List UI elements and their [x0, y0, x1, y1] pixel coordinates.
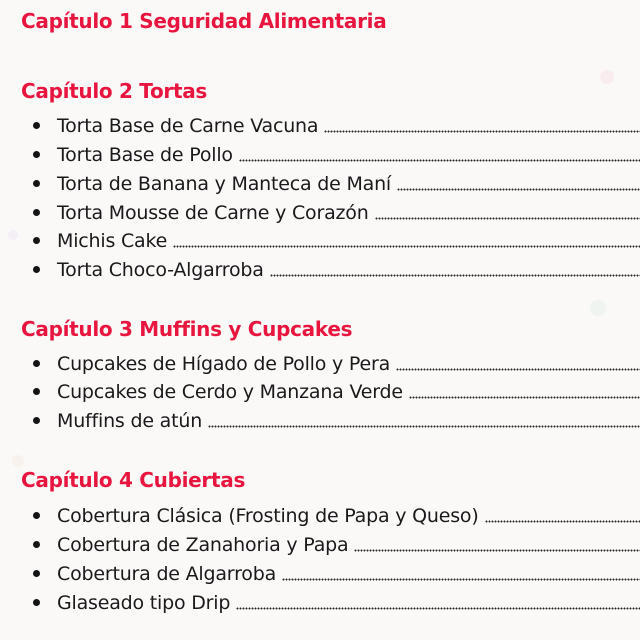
toc-entry[interactable]: [0, 530, 640, 559]
chapter-heading: Capítulo 4 Cubiertas: [21, 468, 246, 492]
dot-leader: [208, 425, 640, 428]
chapter-heading: Capítulo 2 Tortas: [21, 79, 208, 103]
entry-row: [57, 173, 640, 195]
bullet-icon: [33, 570, 40, 577]
bullet-icon: [33, 512, 40, 519]
entry-label: Cobertura de Zanahoria y Papa: [57, 533, 349, 556]
dot-leader: [354, 549, 640, 552]
dot-leader: [239, 159, 640, 162]
bullet-icon: [33, 151, 40, 158]
entry-row: [57, 115, 640, 137]
entry-label: Torta Choco-Algarroba: [57, 258, 264, 281]
bullet-icon: [33, 599, 40, 606]
dot-leader: [397, 188, 640, 191]
bullet-icon: [33, 122, 40, 129]
background-confetti: [590, 300, 606, 316]
bullet-icon: [33, 266, 40, 273]
toc-entry[interactable]: [0, 559, 640, 588]
bullet-icon: [33, 541, 40, 548]
toc-entry[interactable]: [0, 169, 640, 198]
dot-leader: [396, 368, 640, 371]
entry-label: Cobertura de Algarroba: [57, 562, 277, 585]
entry-row: [57, 144, 640, 166]
entry-label: Torta Base de Carne Vacuna: [57, 114, 319, 137]
toc-entry[interactable]: [0, 255, 640, 284]
toc-entry[interactable]: [0, 349, 640, 378]
entry-row: [57, 202, 640, 224]
bullet-icon: [33, 237, 40, 244]
bullet-icon: [33, 209, 40, 216]
entry-label: Cupcakes de Hígado de Pollo y Pera: [57, 352, 391, 375]
entry-label: Cobertura Clásica (Frosting de Papa y Queso): [57, 504, 479, 527]
dot-leader: [324, 130, 640, 133]
entry-row: [57, 230, 640, 252]
toc-entry[interactable]: [0, 140, 640, 169]
background-confetti: [12, 455, 24, 467]
entry-row: [57, 353, 640, 375]
dot-leader: [485, 520, 640, 523]
dot-leader: [375, 217, 640, 220]
background-confetti: [600, 70, 614, 84]
dot-leader: [270, 274, 640, 277]
entry-label: Michis Cake: [57, 229, 168, 252]
toc-entry[interactable]: [0, 111, 640, 140]
bullet-icon: [33, 180, 40, 187]
entry-label: Muffins de atún: [57, 409, 203, 432]
bullet-icon: [33, 417, 40, 424]
entry-row: [57, 381, 640, 403]
bullet-icon: [33, 388, 40, 395]
entry-row: [57, 592, 640, 614]
entry-label: Glaseado tipo Drip: [57, 591, 231, 614]
dot-leader: [173, 245, 640, 248]
entry-label: Torta Base de Pollo: [57, 143, 233, 166]
entry-label: Torta de Banana y Manteca de Maní: [57, 172, 391, 195]
entry-row: [57, 259, 640, 281]
entry-row: [57, 563, 640, 585]
entry-row: [57, 410, 640, 432]
dot-leader: [236, 607, 640, 610]
chapter-heading: Capítulo 1 Seguridad Alimentaria: [21, 9, 387, 33]
toc-entry[interactable]: [0, 501, 640, 530]
bullet-icon: [33, 360, 40, 367]
toc-entry[interactable]: [0, 226, 640, 255]
dot-leader: [282, 578, 640, 581]
entry-label: Torta Mousse de Carne y Corazón: [57, 201, 369, 224]
toc-entry[interactable]: [0, 406, 640, 435]
dot-leader: [409, 396, 640, 399]
toc-entry[interactable]: [0, 198, 640, 227]
entry-label: Cupcakes de Cerdo y Manzana Verde: [57, 380, 403, 403]
toc-entry[interactable]: [0, 377, 640, 406]
chapter-heading: Capítulo 3 Muffins y Cupcakes: [21, 317, 353, 341]
toc-entry[interactable]: [0, 588, 640, 617]
entry-row: [57, 534, 640, 556]
entry-row: [57, 505, 640, 527]
